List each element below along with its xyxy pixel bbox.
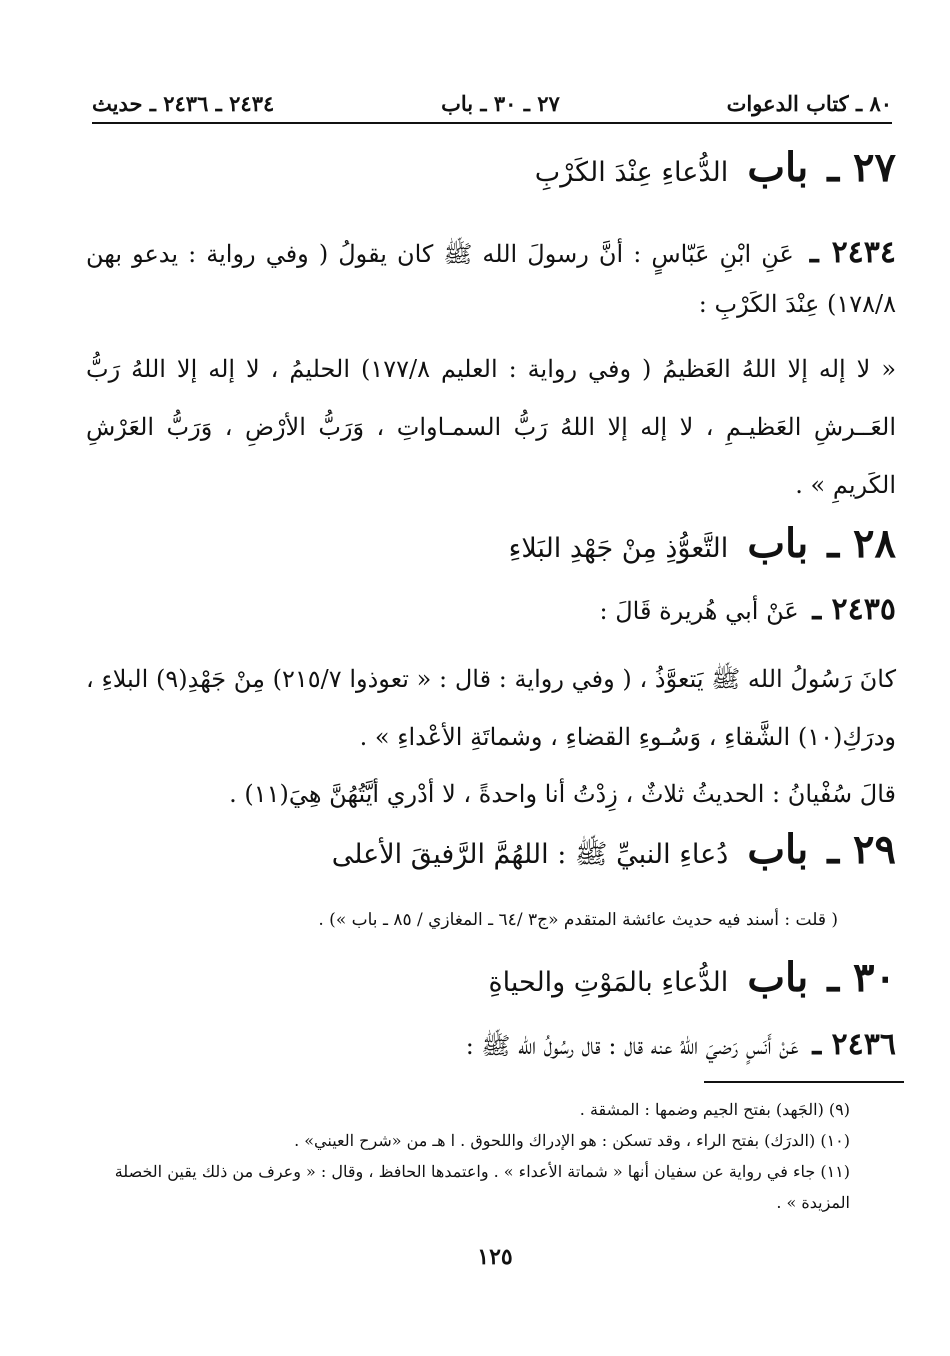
chapter-bab-word: باب bbox=[747, 144, 809, 191]
chapter-number: ٢٨ ـ bbox=[827, 520, 896, 567]
chapter-27-heading bbox=[86, 144, 896, 193]
header-hadith-range: ٢٤٣٤ ـ ٢٤٣٦ ـ حديث bbox=[92, 91, 275, 116]
chapter-title: التَّعوُّذِ مِنْ جَهْدِ البَلاءِ bbox=[508, 533, 729, 564]
hadith-isnad: عَنْ أبي هُريرة قَالَ : bbox=[599, 597, 799, 625]
chapter-29-heading bbox=[176, 826, 896, 875]
footnote-rule bbox=[704, 1081, 904, 1083]
header-book-title: ٨٠ ـ كتاب الدعوات bbox=[726, 91, 892, 116]
editor-note: ( قلت : أسند فيه حديث عائشة المتقدم «ج٣ /٦٤ ـ المغازي / ٨٥ ـ باب ») . bbox=[318, 910, 838, 930]
hadith-2436-lead bbox=[86, 1020, 896, 1071]
hadith-number: ٢٤٣٦ ـ bbox=[812, 1027, 896, 1062]
hadith-2435-sufyan: قالَ سُفْيانُ : الحديثُ ثلاثٌ ، زِدْتُ أنا واحدةً ، لا أدْري أيَّتُهُنَّ هِيَ(١١) . bbox=[229, 780, 896, 808]
hadith-number: ٢٤٣٤ ـ bbox=[809, 235, 897, 270]
running-header bbox=[92, 76, 892, 116]
footnotes bbox=[98, 1094, 850, 1218]
chapter-number: ٢٧ ـ bbox=[827, 144, 896, 191]
chapter-30-heading bbox=[86, 954, 896, 1003]
hadith-2435-text: كانَ رَسُولُ الله ﷺ يَتعوَّذُ ، ( وفي رواية : قال : « تعوذوا ٢١٥/٧) مِنْ جَهْدِ(٩) البلاءِ ، ودرَكِ(١٠) الشَّقاءِ ، وَسُـوءِ القضاءِ ، وشماتَةِ الأعْداءِ » . bbox=[86, 665, 897, 751]
header-rule bbox=[92, 122, 892, 124]
hadith-number: ٢٤٣٥ ـ bbox=[812, 592, 896, 627]
chapter-bab-word: باب bbox=[747, 520, 809, 567]
header-chapter-range: ٢٧ ـ ٣٠ ـ باب bbox=[441, 91, 560, 116]
footnote-9: (٩) (الجَهد) بفتح الجيم وضمها : المشقة . bbox=[579, 1100, 850, 1119]
chapter-28-heading bbox=[86, 520, 896, 569]
chapter-bab-word: باب bbox=[747, 954, 809, 1001]
hadith-isnad: عَنِ ابْنِ عَبّاسٍ : أنَّ رسولَ الله ﷺ كان يقولُ ( وفي رواية : يدعو بهن ١٧٨/٨) عِنْدَ الكَرْبِ : bbox=[86, 240, 896, 318]
chapter-title: دُعاءِ النبيِّ ﷺ : اللهُمَّ الرَّفيقَ الأعلى bbox=[331, 839, 729, 870]
footnote-10: (١٠) (الدرَك) بفتح الراء ، وقد تسكن : هو الإدراك واللحوق . ا هـ من «شرح العيني» . bbox=[294, 1131, 850, 1150]
chapter-number: ٢٩ ـ bbox=[827, 826, 896, 873]
hadith-2434-lead bbox=[86, 228, 896, 329]
hadith-isnad: عَنْ أَنَسٍ رَضيَ اللهُ عنه قال : قال رسُولُ الله ﷺ : bbox=[465, 1032, 799, 1060]
page-number: ١٢٥ bbox=[477, 1244, 513, 1270]
chapter-bab-word: باب bbox=[747, 826, 809, 873]
chapter-title: الدُّعاءِ عِنْدَ الكَرْبِ bbox=[534, 157, 729, 188]
chapter-number: ٣٠ ـ bbox=[827, 954, 896, 1001]
footnote-11: (١١) جاء في رواية عن سفيان أنها « شماتة الأعداء » . واعتمدها الحافظ ، وقال : « وعرف من ذلك يقين الخصلة المزيدة » . bbox=[114, 1162, 850, 1212]
hadith-2435-lead bbox=[86, 585, 896, 636]
chapter-title: الدُّعاءِ بالمَوْتِ والحياةِ bbox=[488, 967, 729, 998]
hadith-2434-text: « لا إله إلا اللهُ العَظيمُ ( وفي رواية : العليم ١٧٧/٨) الحليمُ ، لا إله إلا اللهُ رَبُّ العَــرشِ العَظيـمِ ، لا إله إلا اللهُ رَبُّ السمـاواتِ ، وَرَبُّ الأرْضِ ، وَرَبُّ العَرْشِ الكَريمِ » . bbox=[86, 355, 896, 499]
